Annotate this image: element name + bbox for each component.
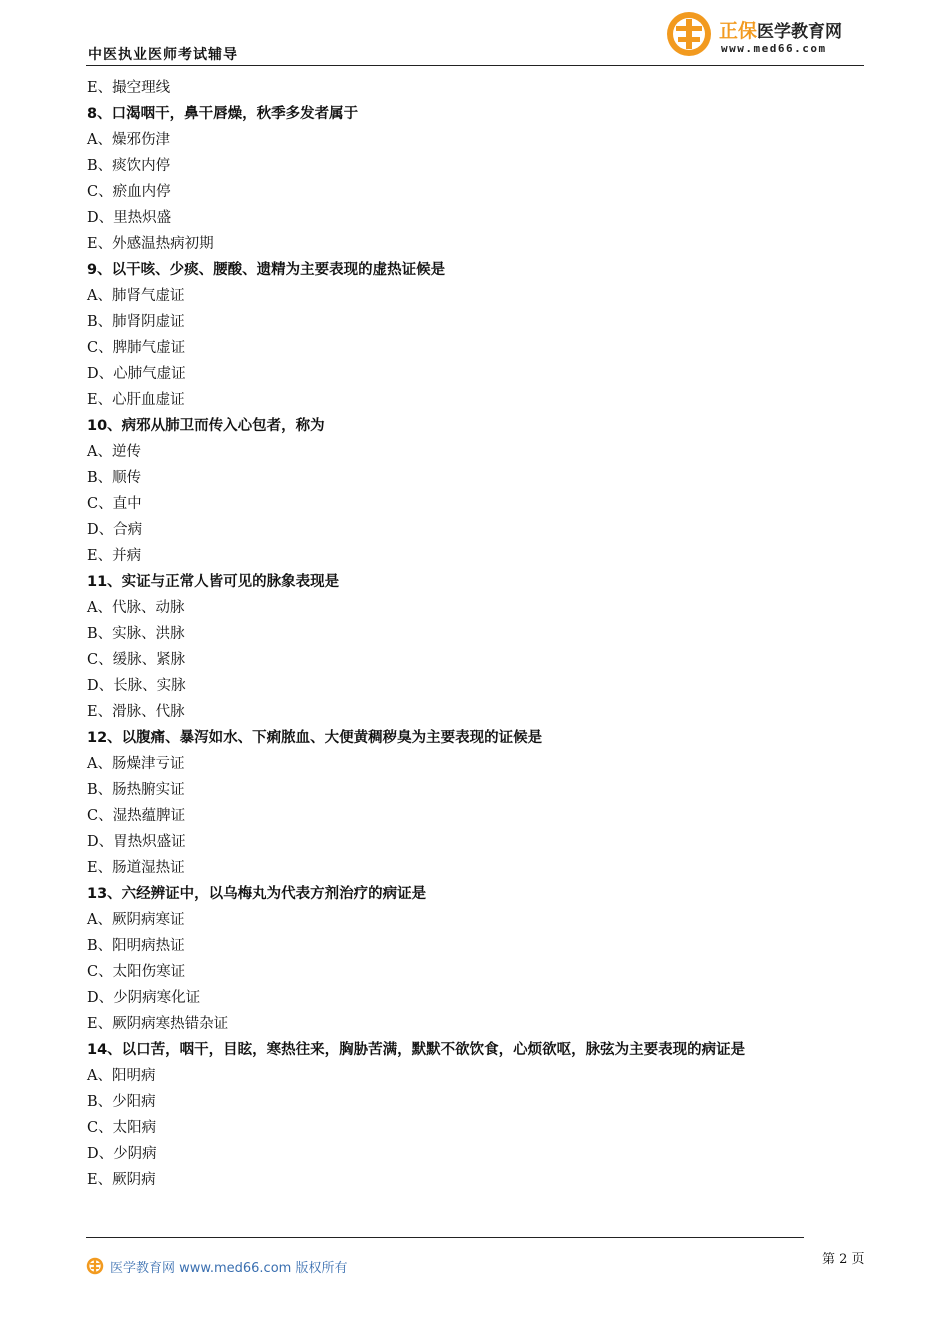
question-stem: 10、病邪从肺卫而传入心包者，称为 [87, 418, 325, 434]
page-number: 第 2 页 [822, 1252, 865, 1267]
header-title: 中医执业医师考试辅导 [88, 47, 238, 63]
answer-option: C、瘀血内停 [87, 184, 171, 200]
answer-option: E、厥阴病 [87, 1172, 156, 1188]
answer-option: A、厥阴病寒证 [87, 912, 185, 928]
answer-option: D、少阴病寒化证 [87, 990, 201, 1006]
answer-option: A、燥邪伤津 [87, 132, 170, 148]
answer-option: B、阳明病热证 [87, 938, 185, 954]
answer-option: E、滑脉、代脉 [87, 704, 185, 720]
answer-option: D、里热炽盛 [87, 210, 172, 226]
footer-divider [86, 1237, 804, 1238]
answer-option: B、肠热腑实证 [87, 782, 185, 798]
answer-option: C、湿热蕴脾证 [87, 808, 186, 824]
logo-site-name: 医学教育网 [757, 22, 843, 42]
question-stem: 12、以腹痛、暴泻如水、下痢脓血、大便黄稠秽臭为主要表现的证候是 [87, 730, 543, 746]
answer-option: D、胃热炽盛证 [87, 834, 186, 850]
logo [665, 10, 865, 60]
answer-option: D、长脉、实脉 [87, 678, 186, 694]
question-stem: 14、以口苦，咽干，目眩，寒热往来，胸胁苦满，默默不欲饮食，心烦欲呕，脉弦为主要表现的病证是 [87, 1042, 746, 1058]
answer-option: D、少阴病 [87, 1146, 157, 1162]
header-divider [86, 65, 864, 66]
answer-option: E、撮空理线 [87, 80, 171, 96]
answer-option: A、代脉、动脉 [87, 600, 185, 616]
answer-option: A、逆传 [87, 444, 141, 460]
question-content [87, 75, 867, 1193]
answer-option: E、心肝血虚证 [87, 392, 185, 408]
answer-option: B、肺肾阴虚证 [87, 314, 185, 330]
logo-brand: 正保 [719, 20, 758, 42]
answer-option: C、缓脉、紧脉 [87, 652, 186, 668]
answer-option: E、厥阴病寒热错杂证 [87, 1016, 229, 1032]
question-stem: 9、以干咳、少痰、腰酸、遗精为主要表现的虚热证候是 [87, 262, 446, 278]
question-stem: 11、实证与正常人皆可见的脉象表现是 [87, 574, 340, 590]
logo-url: www.med66.com [721, 42, 827, 55]
answer-option: A、肠燥津亏证 [87, 756, 185, 772]
answer-option: E、肠道湿热证 [87, 860, 185, 876]
answer-option: D、合病 [87, 522, 143, 538]
answer-option: C、太阳伤寒证 [87, 964, 186, 980]
question-stem: 8、口渴咽干，鼻干唇燥，秋季多发者属于 [87, 106, 359, 122]
answer-option: E、外感温热病初期 [87, 236, 214, 252]
answer-option: B、实脉、洪脉 [87, 626, 185, 642]
footer-copyright[interactable]: 医学教育网 www.med66.com 版权所有 [110, 1261, 348, 1276]
answer-option: C、脾肺气虚证 [87, 340, 186, 356]
answer-option: B、顺传 [87, 470, 142, 486]
answer-option: B、少阳病 [87, 1094, 156, 1110]
question-stem: 13、六经辨证中，以乌梅丸为代表方剂治疗的病证是 [87, 886, 427, 902]
answer-option: E、并病 [87, 548, 142, 564]
med66-logo-icon [665, 10, 713, 58]
answer-option: D、心肺气虚证 [87, 366, 186, 382]
footer-logo-icon [86, 1257, 104, 1275]
answer-option: A、阳明病 [87, 1068, 156, 1084]
logo-name [719, 16, 842, 43]
answer-option: A、肺肾气虚证 [87, 288, 185, 304]
answer-option: B、痰饮内停 [87, 158, 171, 174]
answer-option: C、直中 [87, 496, 142, 512]
answer-option: C、太阳病 [87, 1120, 157, 1136]
